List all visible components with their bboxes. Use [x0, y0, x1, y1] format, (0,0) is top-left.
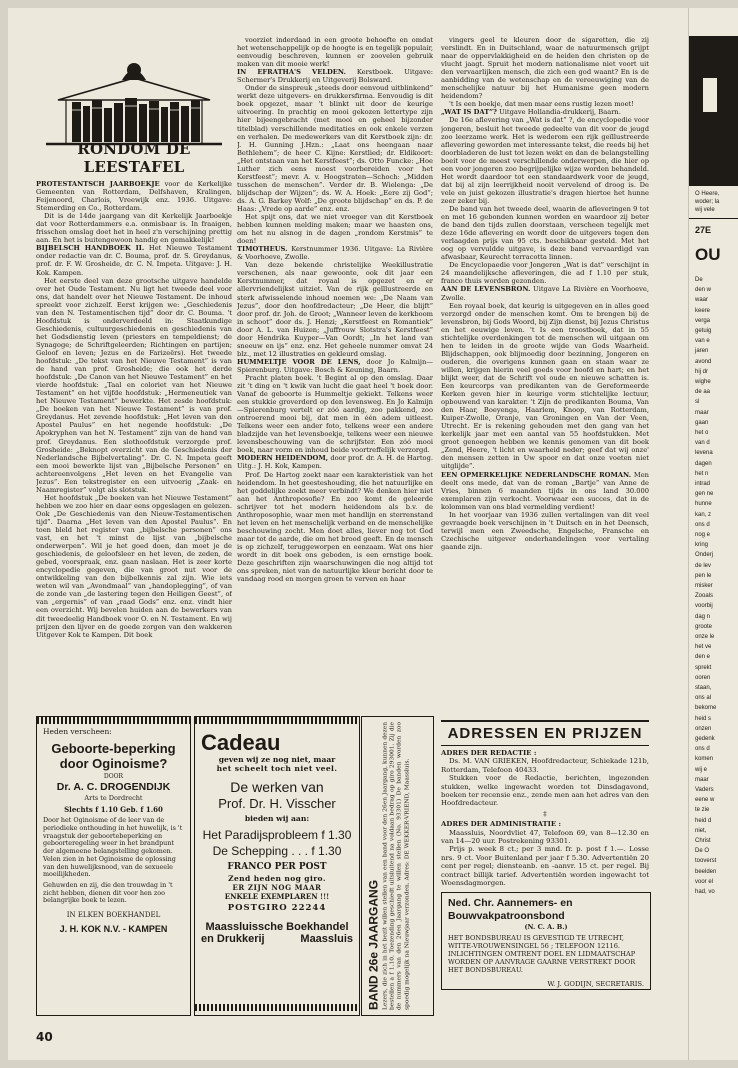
- ad-publisher: J. H. KOK N.V. - KAMPEN: [59, 923, 168, 934]
- paragraph: [237, 374, 433, 454]
- review-heading: BIJBELSCH HANDBOEK II.: [36, 244, 145, 253]
- hatch-border: [37, 717, 190, 724]
- ad-zend: Zend heden nog giro.: [228, 874, 326, 883]
- strip-line: pen le: [695, 572, 712, 579]
- ad-aannemersbond: [441, 892, 651, 990]
- ad-shop2: en Drukkerij: [201, 933, 265, 945]
- ad-line2: het scheelt toch niet veel.: [216, 764, 338, 773]
- ad-title: Geboorte-beperking door Oginoisme?: [51, 740, 176, 771]
- paragraph-text: De band van het tweede deel, waarin de afleveringen 9 tot en met 16 gebonden kunnen worden en waardoor zij beter de band den tijds zullen doorstaan, verscheen tegelijk met deze 16de aflevering en wordt door de uitgevers tegen den verlaagden prijs van 95 cts. beschikbaar gesteld. Met het oog op vervuldde uitgave, is deze band vervaardigd van afwasbaar, Keurecht terracotta linnen.: [441, 204, 649, 262]
- paragraph-text: In het voorjaar van 1936 zullen vertalingen van dit veel gevraagde boek verschijnen in 't Duitsch en in het Deensch, terwijl men een Zweedsche, Engelsche, Fransche en Czechische uitgever onderhandelingen voor vertaling gaande zijn.: [441, 510, 649, 551]
- paragraph-text: De 16e aflevering van „Wat is dat” ?, de encyclopedie voor jongeren, besluit het tweede gedeelte van dit voor de jeugd zoo leerzame werk. Het is wederom een rijk geïllustreerde aflevering geworden met interessante tekst, die reeds bij het doorbladeren de lust tot lezen wekt en dan de belangstelling boeit voor de meest verschillende onderwerpen, die hier op een voor jongeren zoo begrijpelijke wijze worden behandeld. Het wordt daardoor tot een standaardwerk voor de jeugd, dat bij al zijn leerrijkheid nooit vervelend of droog is. De vele en juist gekozen illustratie's dragen hiertoe het hunne zeer zeker bij.: [441, 116, 649, 205]
- red-head: ADRES DER REDACTIE :: [441, 749, 537, 757]
- adjacent-page-strip: [688, 8, 738, 1060]
- paragraph-text: Het hoofdstuk „De boeken van het Nieuwe Testament” hebben we zoo hier en daar eens opgeslagen en gelezen. Ook „De Geschiedenis van den Nieuw-Testamentischen tijd”. Daarna „Het leven van den Apostel Paulus”. En toen bleld het register van „bijbelsche personen” ons vast, en het 't minst de lijst van „bijbelsche onderwerpen”. Wil je het goed doen, dan moet je de geschiedenis, de geloofsleer en het leven, de zeden, de gebed, voorspraak, enz. gaan naslaan. Het is zeer korte encyclopedie gegeven, die van groot nut voor de ontwikkeling van den bijbelkennis zal zijn. Wie iets weten wil van „Avondmaal” van „handoplegging”, of van de zonde van „de lastering tegen den Heiligen Geest”, of van „ergernis” of van „raad Gods” enz. enz. vindt hier een overzicht. Wij bevelen huiden aan de bewerkers van dit tweedeelig Handboek voor O. en N. Testament. En wij prijzen den lijver en de goede zorgen van den wakkeren Uitgever Kok te Kampen. Dit boek: [36, 493, 232, 639]
- ad-band-jaargang: [361, 716, 434, 1016]
- paragraph: [237, 471, 433, 584]
- ad-title: Cadeau: [201, 730, 281, 755]
- strip-line: voorbij: [695, 603, 713, 610]
- ad-intro: Heden verscheen:: [43, 727, 112, 736]
- ad-bieden: bieden wij aan:: [244, 814, 310, 823]
- strip-line-a3: wij vele: [695, 207, 715, 213]
- paragraph: [237, 84, 433, 213]
- strip-line: avond: [695, 358, 712, 365]
- paragraph: [441, 205, 649, 261]
- strip-line: staan,: [695, 685, 712, 691]
- strip-line: bekome: [695, 705, 717, 712]
- strip-line: nog e: [695, 532, 711, 538]
- ad-giro: POSTGIRO 22244: [227, 903, 327, 913]
- ad-title: Ned. Chr. Aannemers- en Bouwvakpatroonsbond: [448, 897, 573, 922]
- review-heading: MODERN HEIDENDOM,: [237, 454, 329, 463]
- strip-line: tooverst: [695, 858, 717, 865]
- paragraph-text: door Jo Kalmijn—Spierenburg. Uitgave: Bosch & Keuning, Baarn.: [237, 357, 433, 374]
- ad-door: DOOR: [103, 772, 124, 780]
- paragraph: [36, 494, 232, 639]
- paragraph-text: Uitgave La Rivière en Voorhoeve, Zwolle.: [441, 285, 649, 302]
- strip-line: De O: [695, 848, 710, 855]
- ad-title: BAND 26e JAARGANG: [366, 879, 380, 1010]
- strip-line: Onderj: [695, 552, 714, 559]
- review-heading: IN EFRATHA'S VELDEN.: [237, 68, 346, 77]
- strip-line: het ve: [695, 644, 712, 651]
- paragraph-text: voorziet inderdaad in een groote behoefte en omdat het wetenschappelijk op de hoogte is en tegelijk populair, eenvoudig beschreven, kunnen er zoovelen gebruik maken van dit mooie werk!: [237, 36, 433, 69]
- strip-line: hunne: [695, 501, 712, 508]
- ad-shop3: Maassluis: [300, 933, 353, 945]
- ad-price: Slechts f 1.10 Geb. f 1.60: [64, 804, 163, 814]
- review-heading: TIMOTHEUS.: [237, 245, 288, 254]
- strip-line: maar: [695, 776, 709, 783]
- strip-line: de aa: [695, 389, 711, 396]
- paragraph-text: Het eerste deel van deze grootsche uitgave handelde over het Oude Testament. Nu ligt het tweede deel voor ons, dat handelt over het Nieuwe Testament. De inhoud spreekt voor zichzelf. Eerst krijgen we: „Geschiedenis van den N. Testamentischen tijd” door dr. C. Bouma. 't Hoofdstuk is onderverdeeld in: Staatkundige Geschiedenis, cultuurgeschiedenis en geschiedenis van het Godsdienstig leven (priesters en tempeldienst; de Synagoge; de Schriftgeleerden; Richtingen en partijen; Geloof en leven; Jezus en de Farizeërs). Het tweede hoofdstuk: „De tekst van het Nieuwe Testament” is van de hand van prof. Grosheide; die ook het derde hoofdstuk: „De Canon van het Nieuwe Testament” en het vierde hoofdstuk: „Taal en coloriet van het Nieuwe Testament” en het vijfde hoofdstuk: „Hermeneutiek van het Nieuwe Testament” bewerkte. Het zesde hoofdstuk: „De boeken van het Nieuwe Testament” is van prof. Greydanus. Het zevende hoofdstuk: „Het leven van den Apostel Paulus” en het negende hoofdstuk: „De Apokryphen van het N. Testament” zijn van de hand van prof. Greydanus. Een slothoofdstuk verzorgde prof. Grosheide: „Beknopt overzicht van de Geschiedenis der Nederlandsche Bijbelvertaling”. Dr. C. N. Impeta geeft een mooi bewerkte lijst van „Bijbelsche Personen” en achtereenvolgens „Het leven en het Evangelie van Jezus”. Een tekstregister en een uitvoerig „Zaak- en Naamregister” volgt als slotstuk.: [36, 276, 232, 494]
- review-heading: EEN OPMERKELIJKE NEDERLANDSCHE ROMAN.: [441, 470, 632, 479]
- ad-book2: De Schepping . . . f 1.30: [212, 844, 342, 858]
- hatch-border-bottom: [195, 1004, 359, 1011]
- paragraph-text: Een royaal boek, dat keurig is uitgegeven en in alles goed verzorgd onder de menschen komt. Om te brengen bij de levensbron, bij Gods Woord, bij Zijn dienst, bij Jezus Christus en het eeuwige leven. 't Is een troostboek, dat in 55 stichtelijke overdenkingen tot de menschen wil uitgaan om hen te leiden in de groote wijde van Gods Waarheid. Blijdschappen, ook blijmoedig door bezinning, Jongeren en ouderen, die overigens kunnen gaan en staan waar ze willen, krijgen hierin veel goeds voor hoofd en hart; en het blijkt weer, dat de Schrift vol oude en nieuwe schatten is. Een keurcorps van predikanten van de Gereformeerde Kerken geven hier in keurige vorm stichtelijke lectuur, opbouwend van karakter. 't Zijn de predikanten Bouma, Van den Haar, Boeyenga, Haarlem, Knoop, van Rotterdam, Kuiper-Zwolle, Oranje, van Groningen en Van der Veen, Utrecht. Er is rekening gehouden met den gang van het kerkelijk jaar met een aantal van 55 hoofdstukken. Met groot genoegen hebben we kennis genomen van dit boek „Zend, Heere, 't licht en waarheid neder; geef dat wij onze' den mensen zetten in Uw spoor en dat onze voeten niet uitglijde”.: [441, 301, 649, 471]
- strip-line: den e: [695, 654, 711, 661]
- paragraph: [36, 212, 232, 244]
- strip-number: 27E: [695, 225, 712, 235]
- paragraph-text: Men deelt ons mede, dat van de roman „Bartje” van Anne de Vries, binnen 6 maanden tijds in ons land 30.000 exemplaren zijn verkocht. Voorwaar een succes, dat in de kolommen van ons blad vermelding verdient!: [441, 470, 649, 511]
- ad-footer: IN ELKEN BOEKHANDEL: [66, 911, 161, 920]
- paragraph: [237, 245, 433, 261]
- paragraph-text: Uitgave Hollandia-drukkerij, Baarn.: [499, 108, 621, 117]
- paragraph: [441, 108, 649, 116]
- strip-line: gedenk: [695, 736, 715, 742]
- strip-line-a2: woder; la: [695, 199, 720, 205]
- column-3: [441, 36, 649, 708]
- strip-big-text: OU: [695, 245, 721, 264]
- strip-line: heid d: [695, 817, 712, 824]
- strip-line: had, vo: [695, 889, 715, 895]
- paragraph-text: Van deze bekende christelijke Weekillustratie verschenen, als naar gewoonte, ook dit jaar een Kerstnummer, dat royaal is opgezet en er allervriendelijkst uitziet. Van de rijk geïllustreerde en sterk afwisselende inhoud noemen we: „De Naam van Jezus”, door den hoofdredacteur; „De Heer, die blijft” door prof. dr. Joh. de Groot; „Wanneer leven de kerkboom in schoot” door ds. J. Henzi; „Kerstfeest en Romantiek” door A. L. van Huizen; „Juffrouw Slotstra's Kerstfeest” door Hendrika Kuyper—Van Oordt; „In het land van sneeuw en ijs” enz. enz. Het geheele nummer omvat 24 blz., met 12 illustraties en gekleurd omslag.: [237, 261, 433, 358]
- ad-body: Door het Oginoisme of de leer van de periodieke onthouding in het huwelijk, is 't vraagstuk der geboortebeperking en geboorteregeling weer in het brandpunt der algemeene belangstelling gekomen. Velen zien in het Oginoisme de oplossing van den huwelijksnood, van de sexueele moeilijkheden.: [43, 816, 183, 879]
- strip-line: beelden: [695, 868, 717, 875]
- strip-line: waar: [695, 297, 709, 304]
- strip-line: gaan: [695, 419, 709, 426]
- strip-line: van d: [695, 440, 710, 447]
- ad-body: HET BONDSBUREAU IS GEVESTIGD TE UTRECHT, WITTE-VROUWENSINGEL 56 ; TELEFOON 12116. INLICHTINGEN OMTRENT DOEL EN LIDMAATSCHAP WORDEN OP AANVRAGE GAARNE VERSTREKT DOOR HET BONDSBUREAU.: [448, 934, 636, 974]
- paragraph: [441, 36, 649, 100]
- review-heading: AAN DE LEVENSBRON.: [441, 285, 531, 294]
- review-heading: PROTESTANTSCH JAARBOEKJE: [36, 180, 160, 188]
- strip-line: hij dr: [695, 368, 709, 375]
- strip-line: het n: [695, 470, 709, 477]
- strip-line: ons d: [695, 521, 710, 528]
- paragraph: [36, 277, 232, 494]
- paragraph-text: vingers geel te kleuren door de sigaretten, die zij verslindt. En in Duitschland, waar de natuurmensch grijpt naar de oppervlakkigheid en de heiden den christen op de vlucht jaagt. Spruit het modern nationalisme niet voort uit den vervaarlijken mensch, die zich een god waant? En is de aanbidding van de wetenschap en de vereeuwiging van de menschelijke natuur bij het Humanisme geen modern heidendom?: [441, 36, 649, 101]
- strip-line: verga: [695, 317, 711, 324]
- strip-line: keere: [695, 307, 711, 314]
- ad-line1: geven wij ze nog niet, maar: [218, 755, 336, 764]
- column-2: [237, 36, 433, 708]
- paragraph-text: Kerstboek. Uitgave: Schermer's Drukkerij en Uitgeverij Bolsward.: [237, 68, 433, 85]
- strip-line: niet,: [695, 827, 707, 834]
- ad-sign: W. J. GODIJN, SECRETARIS.: [547, 980, 644, 988]
- paragraph-text: Het Nieuwe Testament onder redactie van dr. C. Bouma, prof. dr. S. Greydanus, prof. dr. F. W. Grosheide, dr. C. N. Impeta. Uitgave: J. H. Kok. Kampen.: [36, 244, 232, 277]
- adm-head: ADRES DER ADMINISTRATIE :: [441, 820, 562, 829]
- ad-role: Arts te Dordrecht: [84, 794, 143, 803]
- paragraph-text: Pracht platen boek. 't Begint al op den omslag. Daar zit 't ding en 't kwik van lucht die gaat heel 't boek door. Vanaf de geboorte is Hummeltje gekiekt. Telkens weer een stukkie groverderd op den levensweg. En Jo Kalmijn—Spierenburg vertelt er zóó aardig, zoo pakkend, zoo ontroerend mooi bij, dat men in één adem uitleest. Telkens weer een ander foto, telkens weer een andere bladzijde van het levensboekje, telkens weer een nieuwe levensbeschouwing van de schrijfster. Een zóó mooi boek, naar vorm en inhoud beide voortreffelijk verzorgd.: [237, 373, 433, 455]
- strip-line: te zie: [695, 807, 710, 814]
- strip-line: eene w: [695, 797, 715, 804]
- strip-line: intrad: [695, 481, 711, 487]
- ad-title: ADRESSEN EN PRIJZEN: [447, 725, 643, 742]
- section-banner: [36, 40, 232, 176]
- paragraph-text: Dit is de 14de jaargang van dit Kerkelijk Jaarboekje dat voor Rotterdammers e.a. onmisbaar is. In fraaigen, frisschen omslag doet het in heel z'n verschijning prettig aan. En het is buitengewoon handig en gemakkelijk!: [36, 212, 232, 245]
- strip-line: misker: [695, 583, 713, 589]
- strip-line: onzen: [695, 725, 712, 732]
- paragraph: [441, 100, 649, 108]
- ad-enkele: ENKELE EXEMPLAREN !!!: [224, 892, 330, 901]
- ad-author: Prof. Dr. H. Visscher: [218, 796, 336, 811]
- strip-line: de lev: [695, 562, 712, 569]
- strip-line: onze le: [695, 634, 715, 640]
- ad-text: Lezers, die zich in het bezit willen stellen van een band voor den 26en Jaargang, kunnen dezen bestellen a f 1.10. Toezending geschiedt uitsluitend na voldaan bedrag op giro 293001. Zij die de nummers van den 26en Jaargang te willen stellen (No. 93301) De banden worden zoo spoedig mogelijk na Nieuwjaar verzonden. Adres: DE WEKKER-VRIEND, Maassluis.: [382, 722, 410, 1010]
- paragraph: [441, 261, 649, 285]
- strip-line: maar: [695, 409, 709, 416]
- strip-line: heid s: [695, 715, 712, 722]
- ad-oginoisme: [36, 716, 191, 1016]
- paragraph: [441, 511, 649, 551]
- paragraph-text: door prof. dr. A. H. de Hartog. Uitg.: J. H. Kok, Kampen.: [237, 454, 433, 471]
- ad-er-zijn: ER ZIJN NOG MAAR: [232, 883, 322, 892]
- paragraph-text: voor de Kerkelijke Gemeenten van Rotterdam, Delfshaven, Kralingen, Feijenoord, Charlois, Vreewijk enz. 1936. Uitgave: Stemerding en Co., Rotterdam.: [36, 180, 232, 213]
- paragraph: [237, 454, 433, 470]
- paragraph-text: De Encyclopaedie voor Jongeren „Wat is dat” verschijnt in 24 maandelijksche afleveringen, die ad f 1.10 per stuk, franco thuis worden gezonden.: [441, 261, 649, 286]
- adm-body2: Prijs p. week 8 ct.; per 3 mnd. fr. p. post f 1.—. Losse nrs. 9 ct. Voor Buitenland per jaar f 5.30. Advertentiën 20 cent per regel; diensteanb. en -aanvr. 15 ct. per regel. Bij contract billijk tarief. Advertentiën worden ingewacht tot Woensdagmorgen.: [441, 845, 649, 888]
- strip-line: voor el: [695, 878, 714, 885]
- paragraph-text: Kerstnummer 1936. Uitgave: La Rivière & Voorhoeve, Zwolle.: [237, 245, 433, 262]
- paragraph-text: 't Is een boekje, dat men maar eens rustig lezen moet!: [449, 100, 634, 109]
- strip-line: den w: [695, 287, 712, 294]
- paragraph: [237, 36, 433, 68]
- page-number: 40: [36, 1030, 53, 1044]
- strip-line: het o: [695, 430, 709, 436]
- strip-line: sprekt: [695, 664, 712, 671]
- paragraph-text: Het spijt ons, dat we niet vroeger van dit Kerstboek hebben kunnen melding maken; maar we haasten ons, om het nu alsnog in de dagen „rondom Kerstmis” te doen!: [237, 213, 433, 246]
- strip-line: Zooals: [695, 593, 714, 600]
- paragraph: [237, 68, 433, 84]
- paragraph-text: Onder de sinspreuk „steeds door eenvoud uitblinkend” werkt deze uitgevers- en drukkersfirma. Eenvoudig is dit boek opgezet, maar 't blinkt uit door de keurige uitvoering. In prachtig en mooi gekozen lettertype zijn hier bijeengebracht (met mooi en geheel bijzonder titelblad) verschillende meditaties en ook enkele verzen en verhalen. De medewerkers van dit Kerstboek zijn: dr. J. H. Gunning J.Hzn.: „Laat ons heengaan naar Bethlehem”; de heer C. Kijne: Kerstlied; dr. Eldikoort: „Het ontstaan van het Kerstfeest”; ds. Otto Funcke: „Hoe Luther zich eens moest voorbereiden voor het Kerstfeest”; mevr. A. v. Hoogstraten—Schoch: „Midden tusschen de menschen”. Verder dr. B. Wielenga: „De blijdschap der Wijzen”; ds. W. A. Hoek: „Eere zij God”; ds. A. G. Barkey Wolf: „De groote blijdschap” en ds. P. de Haas: „Vrede op aarde” enz. enz.: [237, 84, 433, 213]
- paragraph: [237, 261, 433, 358]
- paragraph: [237, 213, 433, 245]
- ad-franco: FRANCO PER POST: [227, 862, 327, 872]
- ad-book1: Het Paradijsprobleem f 1.30: [202, 828, 352, 842]
- strip-line: groote: [695, 623, 713, 630]
- strip-line: ons d: [695, 746, 710, 753]
- strip-line: gen ne: [695, 491, 714, 498]
- paragraph-text: Prof. De Hartog zoekt naar een karakteristiek van het heidendom. In het geesteshouding, die het natuurlijke en het goddelijke zoekt meer verbindt? We denken hier niet aan het Anthroposofie? En zoo komt de geleerde schrijver tot het modern heidendom als b.v. de Anthroposophie, waar men met handlijn en sterrenstand het leven en het menschelijk verband en de menschelijke beschouwing zocht. Men doet alles, liever nog tot God maar tot de aarde, die om het brood geeft. En de mensch is op zichzelf, teruggeworpen en eenzaam. Wat ons hier wordt in dit boek ons geboden, is een ernstige boek. Deze geschriften zijn waarschuwingen die nog altijd tot ons spreken, niet van de natuurlijke kleur bericht door te vandaag rood en morgen groen te verven en haar: [237, 470, 433, 584]
- red-body: Ds. M. VAN GRIEKEN, Hoofdredacteur, Schiekade 121b, Rotterdam, Telefoon 40433.: [441, 757, 649, 774]
- strip-line: getuig: [695, 328, 712, 334]
- separator: ‡: [543, 809, 547, 818]
- strip-line: ooren: [695, 674, 711, 681]
- strip-white-shape: [703, 78, 717, 112]
- column-1: [36, 180, 232, 708]
- bookshelf-illustration: [36, 40, 232, 156]
- ad-body2: Gehuwden en zij, die den trouwdag in 't zicht hebben, dienen dit voor hen zoo belangrijke boek te lezen.: [43, 881, 173, 905]
- strip-line: levena: [695, 450, 713, 457]
- strip-line: dagen: [695, 460, 712, 467]
- paragraph: [36, 180, 232, 212]
- strip-line: kan, z: [695, 511, 712, 518]
- review-heading: HUMMELTJE VOOR DE LENS,: [237, 357, 361, 366]
- strip-line: sl: [695, 399, 700, 406]
- strip-line: wij e: [695, 766, 708, 773]
- ad-adressen-en-prijzen: [441, 720, 649, 888]
- strip-line: van e: [695, 338, 710, 345]
- paragraph: [237, 358, 433, 374]
- strip-line: dag n: [695, 613, 711, 620]
- ad-author: Dr. A. C. DROGENDIJK: [56, 781, 171, 794]
- ad-cadeau: [194, 716, 360, 1016]
- strip-line: jaren: [695, 348, 709, 355]
- paragraph: [441, 302, 649, 471]
- section-title: RONDOM DE LEESTAFEL: [77, 140, 191, 176]
- strip-line: De: [695, 277, 703, 283]
- magazine-page: [8, 8, 688, 1060]
- adm-body: Maassluis, Noordvliet 47, Telefoon 69, van 8—12.30 en van 14—20 uur. Postrekening 93301.: [441, 828, 649, 846]
- review-heading: „WAT IS DAT”?: [441, 108, 497, 117]
- strip-line: kring: [695, 542, 709, 549]
- strip-line-a1: O Heere,: [695, 191, 720, 197]
- red-body2: Stukken voor de Redactie, berichten, ingezonden stukken, welke ingewacht worden tot Dinsdagavond, boeken ter recensie enz., zende men aan het adres van den Hoofdredacteur.: [441, 774, 649, 808]
- paragraph: [441, 116, 649, 205]
- strip-line: komen: [695, 756, 714, 763]
- hatch-border: [195, 717, 359, 724]
- strip-line: ons al: [695, 695, 712, 702]
- strip-rule: [689, 218, 738, 219]
- strip-line: Vaders: [695, 787, 714, 793]
- ad-sub: (N. C. A. B.): [524, 923, 568, 931]
- ad-works: De werken van: [230, 779, 324, 795]
- paragraph: [441, 285, 649, 301]
- strip-line: wighe: [695, 379, 711, 385]
- ad-shop1: Maassluissche Boekhandel: [205, 921, 349, 933]
- strip-line: Christ: [695, 838, 711, 844]
- paragraph: [36, 244, 232, 276]
- paragraph: [441, 471, 649, 511]
